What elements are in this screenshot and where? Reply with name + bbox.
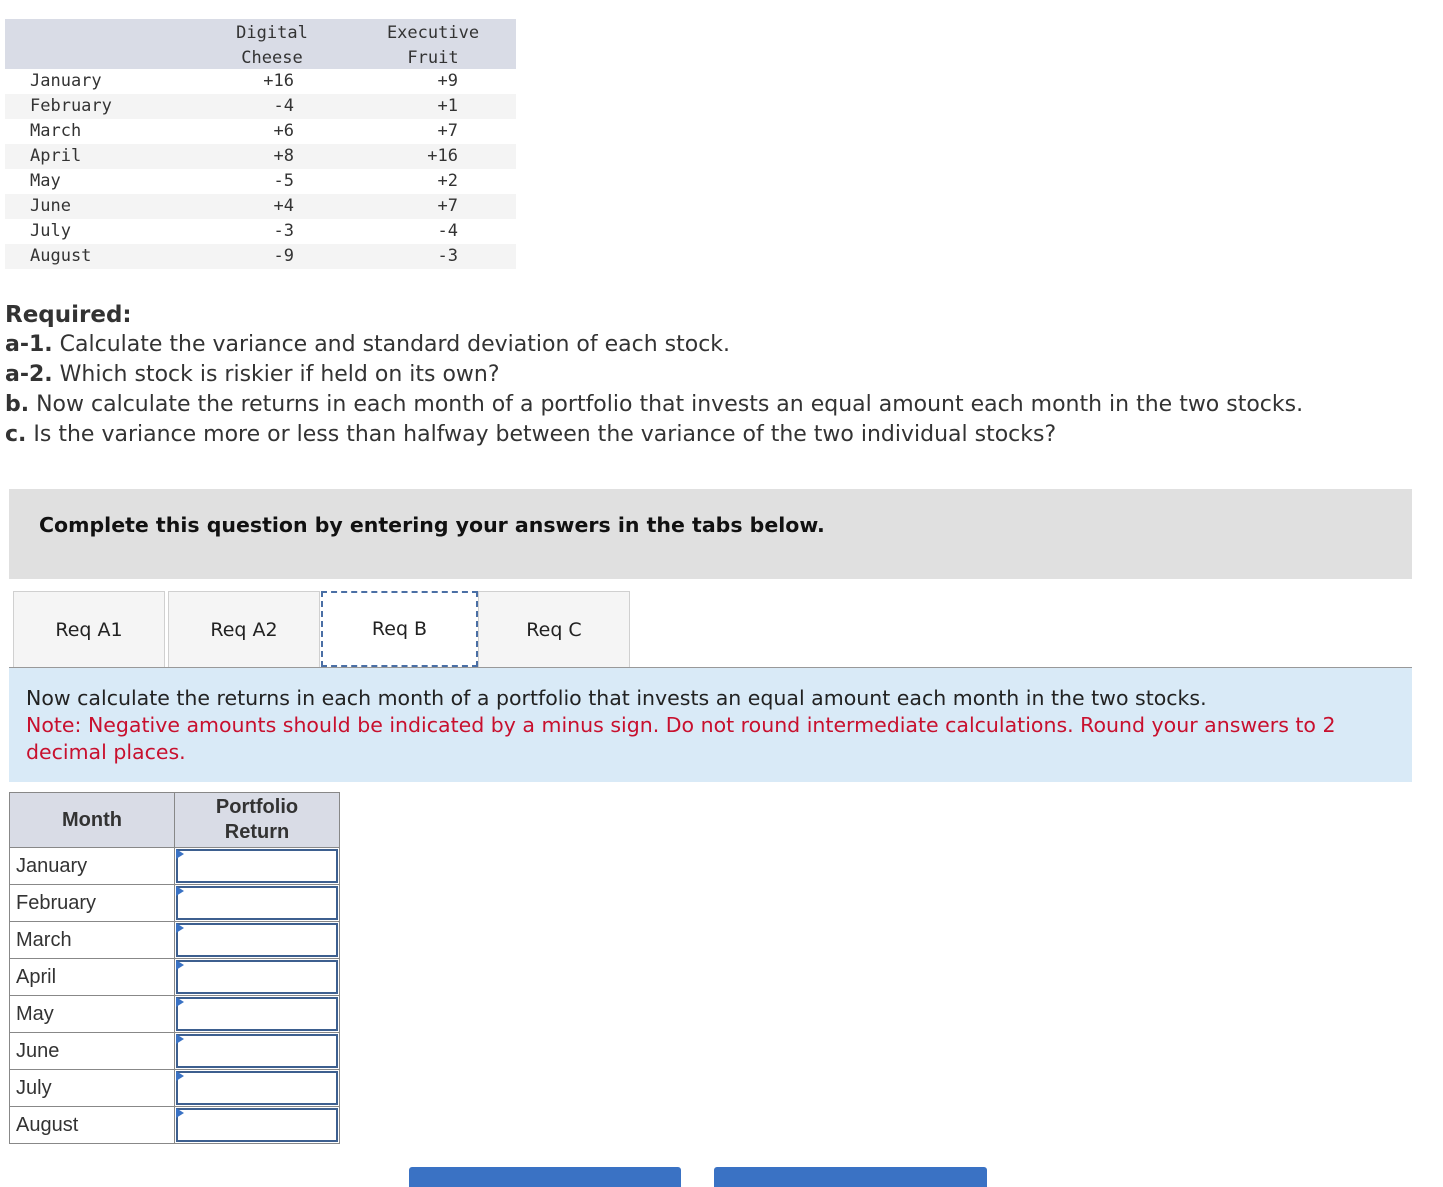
stock-row-month: March xyxy=(30,121,82,141)
month-cell: April xyxy=(10,959,175,996)
stock-row-month: May xyxy=(30,171,61,191)
required-item-text: Is the variance more or less than halfway between the variance of the two individual stocks? xyxy=(26,422,1057,447)
tab-req-c[interactable]: Req C xyxy=(478,591,630,667)
required-item xyxy=(5,330,1303,360)
required-item xyxy=(5,390,1303,420)
portfolio-return-cell xyxy=(175,996,340,1033)
input-marker-icon xyxy=(176,997,184,1007)
digital-cheese-return: -4 xyxy=(273,96,294,116)
digital-cheese-return: -3 xyxy=(273,221,294,241)
stock-row-month: January xyxy=(30,71,102,91)
portfolio-return-table xyxy=(9,792,340,1144)
table-row xyxy=(10,996,340,1033)
executive-fruit-return: +7 xyxy=(437,121,458,141)
month-cell: August xyxy=(10,1107,175,1144)
stock-table-row xyxy=(5,69,516,94)
portfolio-return-cell xyxy=(175,1070,340,1107)
required-item-text: Calculate the variance and standard deviation of each stock. xyxy=(52,332,731,357)
column-header-digital-cheese: Digital Cheese xyxy=(236,23,308,68)
stock-returns-table xyxy=(5,19,516,269)
portfolio-return-input[interactable] xyxy=(176,997,338,1031)
required-item-label: c. xyxy=(5,422,27,447)
stock-row-month: February xyxy=(30,96,112,116)
table-row xyxy=(10,848,340,885)
required-list xyxy=(5,330,1303,450)
instruction-banner xyxy=(9,489,1412,579)
stock-row-month: April xyxy=(30,146,82,166)
portfolio-return-input[interactable] xyxy=(176,923,338,957)
portfolio-return-input[interactable] xyxy=(176,849,338,883)
portfolio-return-cell xyxy=(175,922,340,959)
month-cell: July xyxy=(10,1070,175,1107)
portfolio-return-column-header: Portfolio Return xyxy=(175,793,340,848)
digital-cheese-return: +16 xyxy=(263,71,294,91)
input-marker-icon xyxy=(176,960,184,970)
required-item-label: a-1. xyxy=(5,332,53,357)
month-cell: May xyxy=(10,996,175,1033)
required-item-label: a-2. xyxy=(5,362,53,387)
portfolio-return-input[interactable] xyxy=(176,1108,338,1142)
portfolio-return-cell xyxy=(175,959,340,996)
table-row xyxy=(10,922,340,959)
stock-table-header xyxy=(5,19,516,69)
month-column-header: Month xyxy=(10,793,175,848)
input-marker-icon xyxy=(176,1034,184,1044)
tab-req-a1[interactable]: Req A1 xyxy=(13,591,165,667)
table-row xyxy=(10,1070,340,1107)
digital-cheese-return: +6 xyxy=(273,121,294,141)
portfolio-return-input[interactable] xyxy=(176,960,338,994)
digital-cheese-return: +4 xyxy=(273,196,294,216)
stock-table-row xyxy=(5,244,516,269)
stock-table-body xyxy=(5,69,516,269)
stock-table-row xyxy=(5,119,516,144)
required-item-text: Which stock is riskier if held on its own? xyxy=(52,362,500,387)
rounding-note: Note: Negative amounts should be indicated by a minus sign. Do not round intermediate calculations. Round your answers to 2 decimal places. xyxy=(26,713,1336,764)
stock-table-row xyxy=(5,194,516,219)
portfolio-return-input[interactable] xyxy=(176,886,338,920)
input-marker-icon xyxy=(176,849,184,859)
portfolio-return-input[interactable] xyxy=(176,1034,338,1068)
stock-table-row xyxy=(5,169,516,194)
portfolio-return-input[interactable] xyxy=(176,1071,338,1105)
question-info-box xyxy=(9,668,1412,782)
table-row xyxy=(10,959,340,996)
stock-row-month: August xyxy=(30,246,92,266)
input-marker-icon xyxy=(176,1071,184,1081)
tab-req-b[interactable]: Req B xyxy=(321,591,478,667)
next-button[interactable] xyxy=(714,1167,987,1187)
input-marker-icon xyxy=(176,1108,184,1118)
table-row xyxy=(10,1033,340,1070)
table-row xyxy=(10,885,340,922)
stock-table-row xyxy=(5,144,516,169)
month-cell: January xyxy=(10,848,175,885)
digital-cheese-return: -9 xyxy=(273,246,294,266)
executive-fruit-return: +2 xyxy=(437,171,458,191)
stock-table-row xyxy=(5,219,516,244)
input-marker-icon xyxy=(176,923,184,933)
input-marker-icon xyxy=(176,886,184,896)
digital-cheese-return: +8 xyxy=(273,146,294,166)
stock-row-month: July xyxy=(30,221,71,241)
instruction-text: Complete this question by entering your answers in the tabs below. xyxy=(39,513,825,537)
table-row xyxy=(10,1107,340,1144)
portfolio-return-cell xyxy=(175,1033,340,1070)
month-cell: March xyxy=(10,922,175,959)
stock-row-month: June xyxy=(30,196,71,216)
tab-req-a2[interactable]: Req A2 xyxy=(168,591,320,667)
required-heading: Required: xyxy=(5,302,132,328)
portfolio-return-cell xyxy=(175,848,340,885)
required-item xyxy=(5,420,1303,450)
required-item-label: b. xyxy=(5,392,30,417)
executive-fruit-return: -4 xyxy=(437,221,458,241)
digital-cheese-return: -5 xyxy=(273,171,294,191)
answer-table-body xyxy=(10,848,340,1144)
column-header-executive-fruit: Executive Fruit xyxy=(386,23,480,68)
question-text: Now calculate the returns in each month of a portfolio that invests an equal amount each month in the two stocks. xyxy=(26,686,1207,710)
portfolio-return-cell xyxy=(175,1107,340,1144)
portfolio-return-cell xyxy=(175,885,340,922)
previous-button[interactable] xyxy=(409,1167,681,1187)
month-cell: June xyxy=(10,1033,175,1070)
executive-fruit-return: +9 xyxy=(437,71,458,91)
required-item-text: Now calculate the returns in each month of a portfolio that invests an equal amount each month in the two stocks. xyxy=(29,392,1304,417)
required-item xyxy=(5,360,1303,390)
executive-fruit-return: +1 xyxy=(437,96,458,116)
executive-fruit-return: +7 xyxy=(437,196,458,216)
required-section xyxy=(5,300,1303,450)
month-cell: February xyxy=(10,885,175,922)
stock-table-row xyxy=(5,94,516,119)
executive-fruit-return: +16 xyxy=(427,146,458,166)
executive-fruit-return: -3 xyxy=(437,246,458,266)
